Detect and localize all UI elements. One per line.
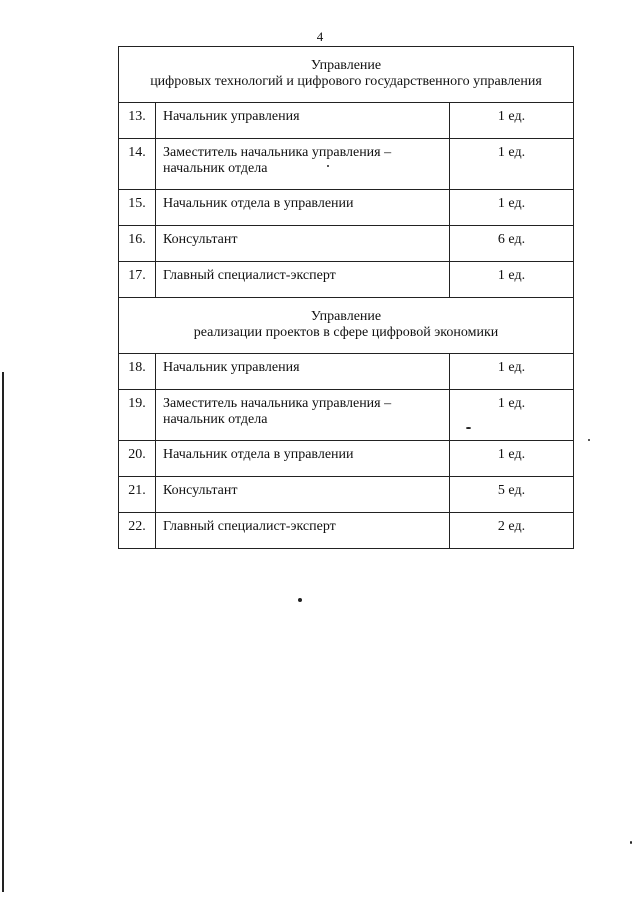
scan-speck [466, 427, 471, 429]
section-title-line1: Управление [310, 309, 382, 324]
table-row [119, 139, 574, 190]
position-line2: начальник отдела [163, 161, 268, 176]
staff-quantity: 2 ед. [450, 513, 574, 549]
scan-speck [588, 439, 590, 441]
row-number: 18. [119, 354, 156, 390]
position-name [156, 390, 450, 441]
row-number: 14. [119, 139, 156, 190]
table-row [119, 190, 574, 226]
staff-quantity: 1 ед. [450, 390, 574, 441]
row-number: 15. [119, 190, 156, 226]
position-name: Главный специалист-эксперт [156, 262, 450, 298]
position-name [156, 139, 450, 190]
table-row [119, 226, 574, 262]
table-row [119, 513, 574, 549]
page-number: 4 [316, 29, 324, 44]
staffing-table [118, 46, 574, 549]
row-number: 16. [119, 226, 156, 262]
staff-quantity: 1 ед. [450, 354, 574, 390]
row-number: 20. [119, 441, 156, 477]
position-line1: Заместитель начальника управления – [163, 145, 392, 160]
section-header [119, 298, 574, 354]
position-name: Начальник управления [156, 103, 450, 139]
position-name: Консультант [156, 477, 450, 513]
section-title-line2: цифровых технологий и цифрового государственного управления [150, 74, 542, 89]
table-row [119, 103, 574, 139]
section-title-line1: Управление [310, 58, 382, 73]
table-row [119, 354, 574, 390]
position-name: Главный специалист-эксперт [156, 513, 450, 549]
staff-quantity: 5 ед. [450, 477, 574, 513]
position-name: Консультант [156, 226, 450, 262]
staff-quantity: 1 ед. [450, 441, 574, 477]
staff-quantity: 1 ед. [450, 103, 574, 139]
row-number: 19. [119, 390, 156, 441]
position-line1: Заместитель начальника управления – [163, 396, 392, 411]
row-number: 21. [119, 477, 156, 513]
scan-speck [298, 598, 302, 602]
table-row [119, 477, 574, 513]
staff-quantity: 1 ед. [450, 190, 574, 226]
row-number: 13. [119, 103, 156, 139]
staff-quantity: 6 ед. [450, 226, 574, 262]
position-name: Начальник управления [156, 354, 450, 390]
table-row [119, 390, 574, 441]
row-number: 17. [119, 262, 156, 298]
staff-quantity: 1 ед. [450, 139, 574, 190]
row-number: 22. [119, 513, 156, 549]
staff-quantity: 1 ед. [450, 262, 574, 298]
position-name: Начальник отдела в управлении [156, 441, 450, 477]
scan-edge-line [2, 372, 4, 892]
section-header [119, 47, 574, 103]
position-name: Начальник отдела в управлении [156, 190, 450, 226]
scan-speck [327, 165, 329, 167]
section-title-line2: реализации проектов в сфере цифровой экономики [193, 325, 499, 340]
table-row [119, 262, 574, 298]
table-row [119, 441, 574, 477]
position-line2: начальник отдела [163, 412, 268, 427]
scan-speck [630, 841, 632, 844]
